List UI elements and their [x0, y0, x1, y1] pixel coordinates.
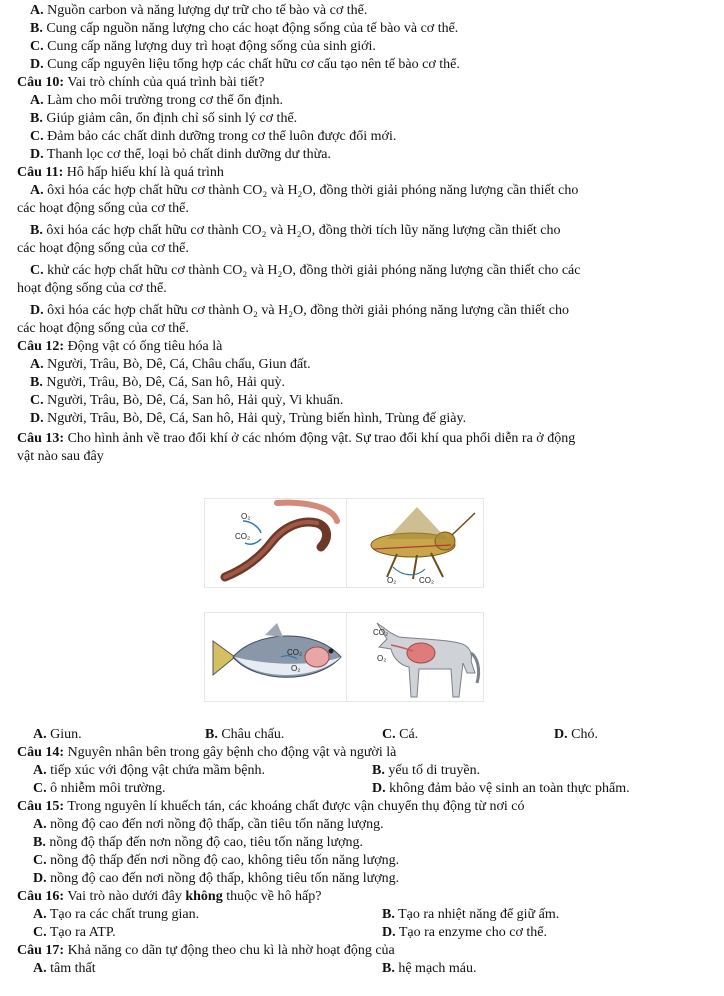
figure-grasshopper — [346, 498, 484, 588]
q17-stem: Câu 17: Khả năng co dãn tự động theo chu kì là nhờ hoạt động của — [17, 943, 395, 958]
earthworm-o2-label: O₂ — [241, 512, 251, 521]
q13-option-d[interactable]: D. Chó. — [554, 727, 598, 742]
q12-stem: Câu 12: Động vật có ống tiêu hóa là — [17, 339, 223, 354]
q11-option-c-cont: hoạt động sống của cơ thể. — [17, 281, 167, 296]
q17-option-b[interactable]: B. hệ mạch máu. — [382, 961, 477, 976]
q10-option-a[interactable]: A. Làm cho môi trường trong cơ thể ổn định. — [30, 93, 283, 108]
figure-earthworm — [204, 498, 348, 588]
q14-option-b[interactable]: B. yếu tố di truyền. — [372, 763, 481, 778]
q11-option-b-cont: các hoạt động sống của cơ thể. — [17, 241, 189, 256]
q10-stem: Câu 10: Vai trò chính của quá trình bài tiết? — [17, 75, 265, 90]
fish-o2-label: O₂ — [291, 664, 301, 673]
q11-option-a-cont: các hoạt động sống của cơ thể. — [17, 201, 189, 216]
q14-option-c[interactable]: C. ô nhiễm môi trường. — [33, 781, 166, 796]
dog-o2-label: O₂ — [377, 654, 387, 663]
q11-stem: Câu 11: Hô hấp hiếu khí là quá trình — [17, 165, 224, 180]
q12-option-c[interactable]: C. Người, Trâu, Bò, Dê, Cá, San hô, Hải quỳ, Vi khuẩn. — [30, 393, 344, 408]
q14-option-d[interactable]: D. không đảm bảo vệ sinh an toàn thực phẩm. — [372, 781, 630, 796]
q11-option-a[interactable]: A. ôxi hóa các hợp chất hữu cơ thành CO₂ và H₂O, đồng thời giải phóng năng lượng cần thiết cho — [30, 183, 579, 198]
grasshopper-co2-label: CO₂ — [419, 576, 435, 585]
q14-option-a[interactable]: A. tiếp xúc với động vật chứa mầm bệnh. — [33, 763, 265, 778]
q9-option-d[interactable]: D. Cung cấp nguyên liệu tổng hợp các chất hữu cơ cấu tạo nên tế bào cơ thể. — [30, 57, 460, 72]
q16-option-c[interactable]: C. Tạo ra ATP. — [33, 925, 116, 940]
q12-option-a[interactable]: A. Người, Trâu, Bò, Dê, Cá, Châu chấu, Giun đất. — [30, 357, 311, 372]
q13-stem-cont: vật nào sau đây — [17, 449, 104, 464]
q15-stem: Câu 15: Trong nguyên lí khuếch tán, các khoáng chất được vận chuyển thụ động từ nơi có — [17, 799, 525, 814]
dog-illustration — [347, 613, 483, 701]
q12-option-b[interactable]: B. Người, Trâu, Bò, Dê, Cá, San hô, Hải quỳ. — [30, 375, 285, 390]
q12-option-d[interactable]: D. Người, Trâu, Bò, Dê, Cá, San hô, Hải quỳ, Trùng biến hình, Trùng đế giày. — [30, 411, 467, 426]
q11-option-d-cont: các hoạt động sống của cơ thể. — [17, 321, 189, 336]
q13-stem: Câu 13: Cho hình ảnh về trao đổi khí ở các nhóm động vật. Sự trao đổi khí qua phổi diễn ra ở động — [17, 431, 576, 446]
grasshopper-illustration — [347, 499, 483, 587]
q13-option-b[interactable]: B. Châu chấu. — [205, 727, 285, 742]
q14-stem: Câu 14: Nguyên nhân bên trong gây bệnh cho động vật và người là — [17, 745, 397, 760]
q13-option-a[interactable]: A. Giun. — [33, 727, 82, 742]
q15-option-c[interactable]: C. nồng độ thấp đến nơi nồng độ cao, không tiêu tốn năng lượng. — [33, 853, 400, 868]
q10-option-b[interactable]: B. Giúp giảm cân, ổn định chỉ số sinh lý cơ thể. — [30, 111, 298, 126]
earthworm-illustration — [205, 499, 347, 587]
q9-option-b[interactable]: B. Cung cấp nguồn năng lượng cho các hoạt động sống của tế bào và cơ thể. — [30, 21, 459, 36]
fish-co2-label: CO₂ — [287, 648, 303, 657]
q15-option-a[interactable]: A. nồng độ cao đến nơi nồng độ thấp, cần tiêu tốn năng lượng. — [33, 817, 384, 832]
q15-option-d[interactable]: D. nồng độ cao đến nơi nồng độ thấp, không tiêu tốn năng lượng. — [33, 871, 400, 886]
q17-option-a[interactable]: A. tâm thất — [33, 961, 96, 976]
q9-option-a[interactable]: A. Nguồn carbon và năng lượng dự trữ cho tế bào và cơ thể. — [30, 3, 368, 18]
figure-dog — [346, 612, 484, 702]
figure-fish — [204, 612, 348, 702]
earthworm-co2-label: CO₂ — [235, 532, 251, 541]
dog-co2-label: CO₂ — [373, 628, 389, 637]
fish-illustration — [205, 613, 347, 701]
q10-option-c[interactable]: C. Đảm bảo các chất dinh dưỡng trong cơ thể luôn được đổi mới. — [30, 129, 397, 144]
grasshopper-o2-label: O₂ — [387, 576, 397, 585]
q16-stem: Câu 16: Vai trò nào dưới đây không thuộc về hô hấp? — [17, 889, 322, 904]
q11-option-d[interactable]: D. ôxi hóa các hợp chất hữu cơ thành O₂ và H₂O, đồng thời giải phóng năng lượng cần thiết cho — [30, 303, 570, 318]
q13-option-c[interactable]: C. Cá. — [382, 727, 419, 742]
q16-option-b[interactable]: B. Tạo ra nhiệt năng để giữ ấm. — [382, 907, 560, 922]
q16-option-d[interactable]: D. Tạo ra enzyme cho cơ thể. — [382, 925, 547, 940]
q15-option-b[interactable]: B. nồng độ thấp đến nơn nồng độ cao, tiêu tốn năng lượng. — [33, 835, 363, 850]
q16-option-a[interactable]: A. Tạo ra các chất trung gian. — [33, 907, 200, 922]
q11-option-b[interactable]: B. ôxi hóa các hợp chất hữu cơ thành CO₂ và H₂O, đồng thời tích lũy năng lượng cần thiết cho — [30, 223, 561, 238]
q10-option-d[interactable]: D. Thanh lọc cơ thể, loại bỏ chất dinh dưỡng dư thừa. — [30, 147, 331, 162]
q11-option-c[interactable]: C. khử các hợp chất hữu cơ thành CO₂ và H₂O, đồng thời giải phóng năng lượng cần thiết cho các — [30, 263, 581, 278]
q9-option-c[interactable]: C. Cung cấp năng lượng duy trì hoạt động sống của sinh giới. — [30, 39, 376, 54]
